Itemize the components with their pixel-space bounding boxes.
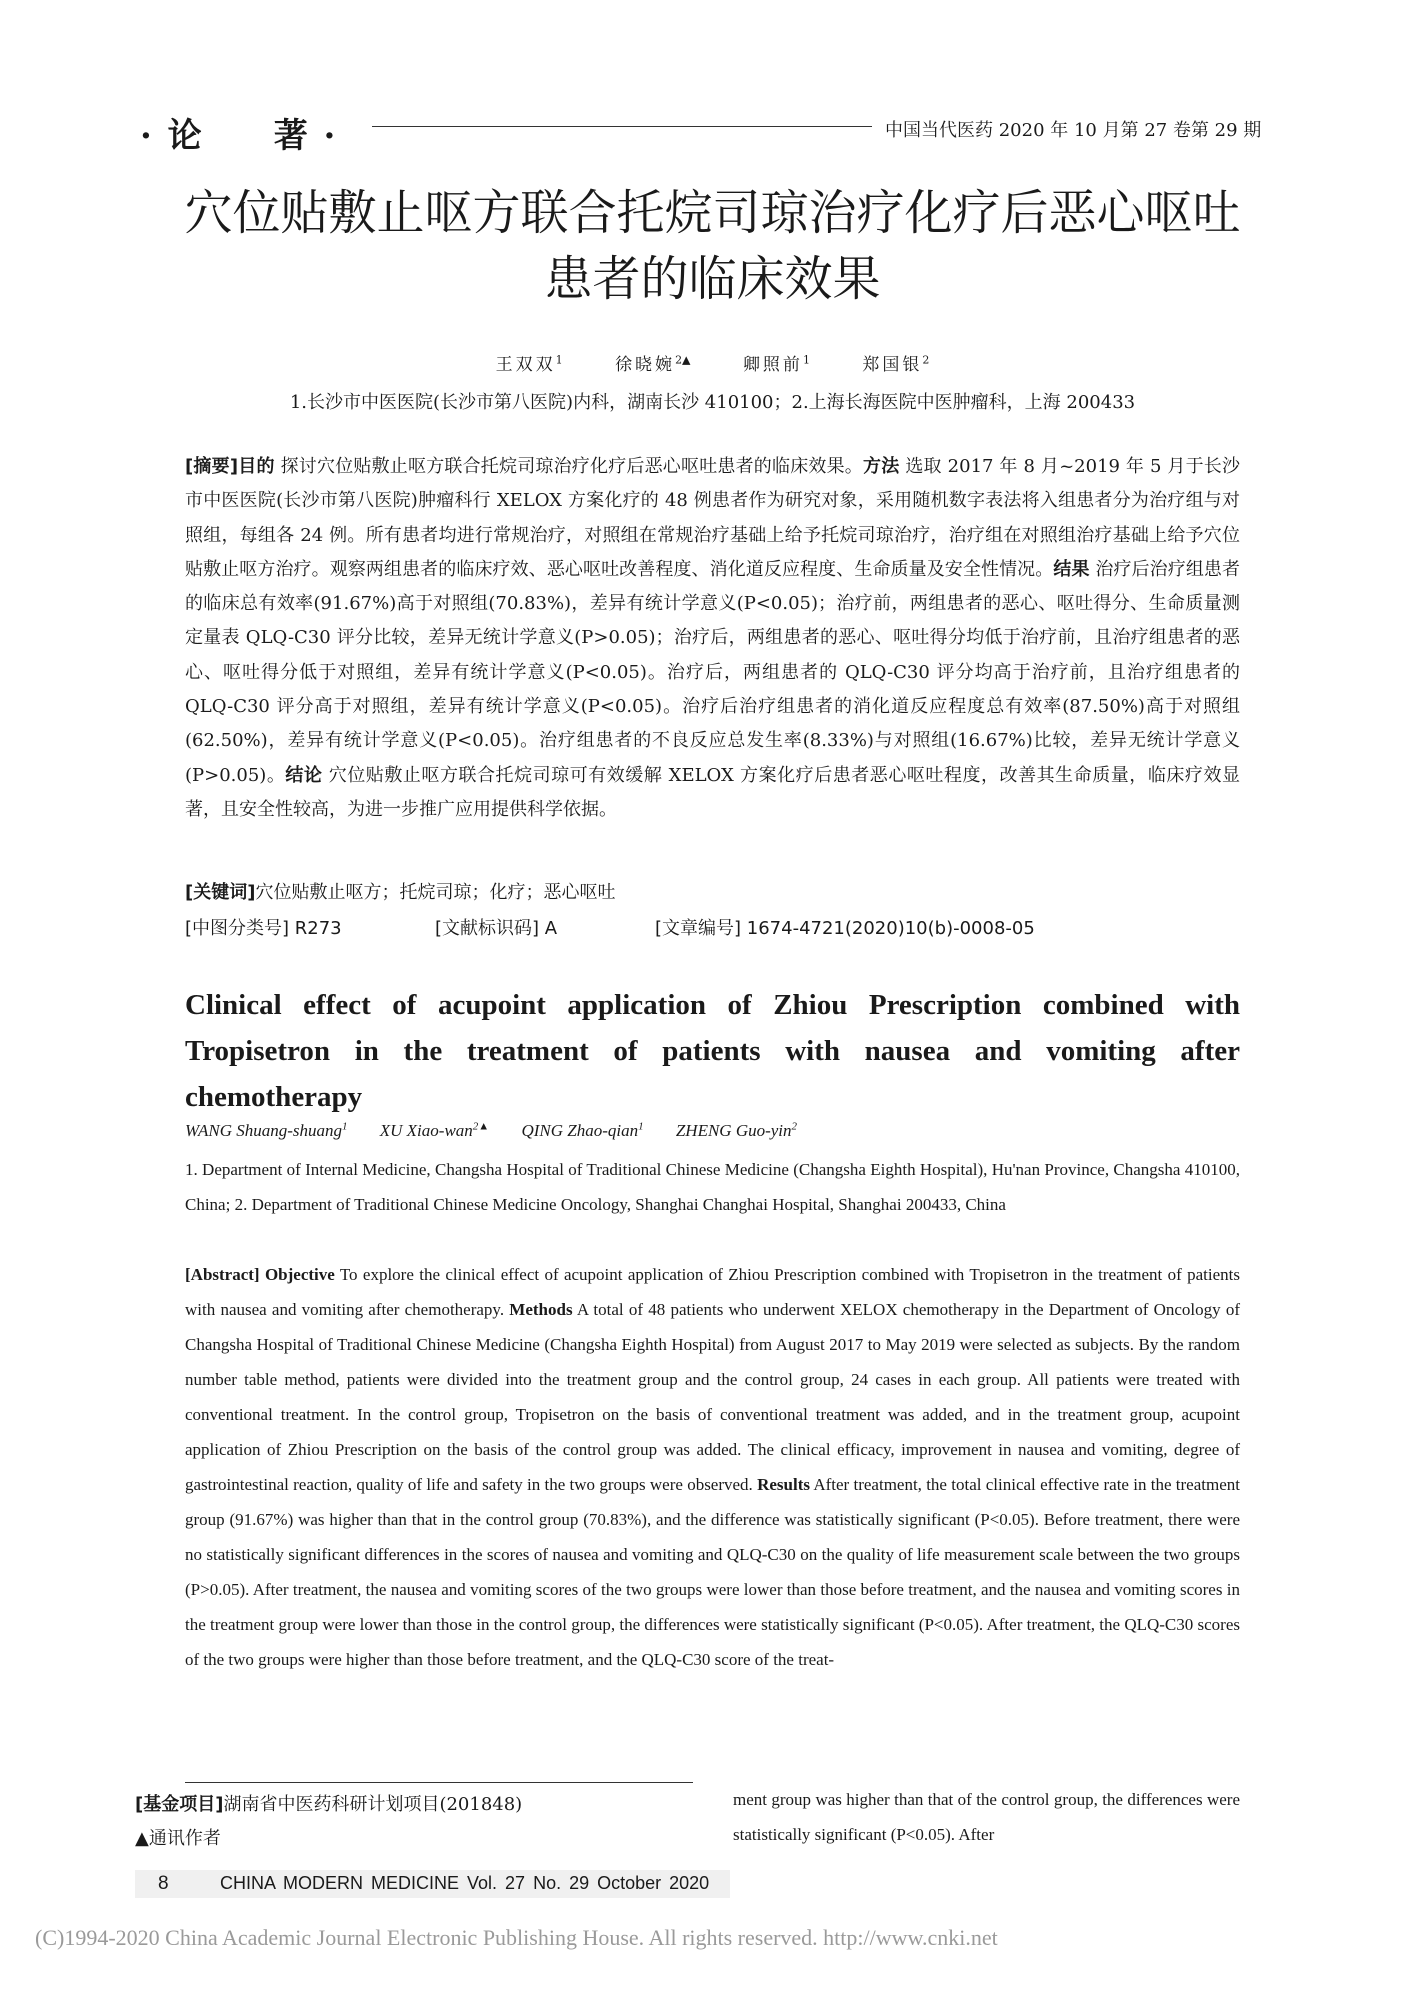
title-en: Clinical effect of acupoint application of Zhiou Prescription combined with Tropisetron in the treatment of patients with nausea and vomiting after chemotherapy xyxy=(185,989,1240,1113)
keywords-text: 穴位贴敷止呕方；托烷司琼；化疗；恶心呕吐 xyxy=(255,882,616,903)
objective-label-cn: 目的 xyxy=(238,456,275,477)
author-cn: 王双双$^1$ xyxy=(495,353,563,375)
abstract-en-continuation: ment group was higher than that of the control group, the differences were statistically significant (P<0.05). After xyxy=(733,1790,1240,1844)
affiliations-cn: 1.长沙市中医医院(长沙市第八医院)内科，湖南长沙 410100；2.上海长海医院中医肿瘤科，上海 200433 xyxy=(289,392,1136,413)
abstract-cn-label: [摘要] xyxy=(185,456,239,477)
conclusion-label-cn: 结论 xyxy=(285,764,323,786)
classification-row xyxy=(185,914,1240,940)
objective-text-en: To explore the clinical effect of acupoint application of Zhiou Prescription combined with Tropisetron in the treatment of patients with nausea and vomiting after chemotherapy. xyxy=(185,1265,1241,1319)
results-text-cn: 治疗后治疗组患者的临床总有效率(91.67%)高于对照组(70.83%)，差异有统计学意义(P<0.05)；治疗前，两组患者的恶心、呕吐得分、生命质量测定量表 QLQ-C30 评分比较，差异无统计学意义(P>0.05)；治疗后，两组患者的恶心、呕吐得分均低于治疗前，且治疗组患者的恶心、呕吐得分低于对照组，差异有统计学意义(P<0.05)。治疗后，两组患者的 QLQ-C30 评分均高于治疗前，且治疗组患者的 QLQ-C30 评分高于对照组，差异有统计学意义(P<0.05)。治疗后治疗组患者的消化道反应程度总有效率(87.50%)高于对照组(62.50%)，差异有统计学意义(P<0.05)。治疗组患者的不良反应总发生率(8.33%)与对照组(16.67%)比较，差异无统计学意义(P>0.05)。 xyxy=(185,558,1240,786)
title-cn xyxy=(100,180,1325,312)
author-en: ZHENG Guo-yin$^2$ xyxy=(675,1120,798,1140)
section-label: · 论 著 · xyxy=(140,116,338,156)
abstract-cn xyxy=(185,450,1240,827)
copyright-watermark: (C)1994-2020 China Academic Journal Electronic Publishing House. All rights reserved. http://www.cnki.net xyxy=(35,1925,998,1950)
results-label-cn: 结果 xyxy=(1053,558,1090,580)
author-en: QING Zhao-qian$^1$ xyxy=(521,1120,644,1140)
keywords-label: [关键词] xyxy=(185,882,256,903)
methods-label-en: Methods xyxy=(509,1300,573,1319)
results-label-en: Results xyxy=(757,1475,810,1494)
corresponding-author-note: ▲通讯作者 xyxy=(135,1828,221,1849)
journal-info: 中国当代医药 2020 年 10 月第 27 卷第 29 期 xyxy=(885,120,1262,141)
clc-code: [中图分类号] R273 xyxy=(185,918,342,939)
results-text-en: After treatment, the total clinical effective rate in the treatment group (91.67%) was higher than that in the control group (70.83%), and the difference was statistically significant (P<0.05). Before treatment, there were no statistically significant differences in the scores of nausea and vomiting and QLQ-C30 on the quality of life measurement scale between the two groups (P>0.05). After treatment, the nausea and vomiting scores of the two groups were lower than those before treatment, and the nausea and vomiting scores in the treatment group were lower than those in the control group, the differences were statistically significant (P<0.05). After treatment, the QLQ-C30 scores of the two groups were higher than those before treatment, and the QLQ-C30 score of the treat- xyxy=(185,1475,1240,1669)
authors-en xyxy=(185,1120,825,1141)
author-en: WANG Shuang-shuang$^1$ xyxy=(185,1120,348,1140)
author-cn: 徐晓婉$^{2▲}$ xyxy=(615,353,691,375)
page-number: 8 xyxy=(158,1873,169,1894)
footnote-rule xyxy=(185,1782,693,1783)
author-en: XU Xiao-wan$^{2▲}$ xyxy=(379,1120,490,1140)
objective-label-en: Objective xyxy=(264,1265,335,1284)
abstract-en-label: [Abstract] xyxy=(185,1265,260,1284)
title-cn-line2: 患者的临床效果 xyxy=(544,251,881,307)
objective-text-cn: 探讨穴位贴敷止呕方联合托烷司琼治疗化疗后恶心呕吐患者的临床效果。 xyxy=(274,456,864,477)
title-cn-line1: 穴位贴敷止呕方联合托烷司琼治疗化疗后恶心呕吐 xyxy=(184,185,1241,241)
abstract-en xyxy=(185,1257,1240,1677)
article-number: [文章编号] 1674-4721(2020)10(b)-0008-05 xyxy=(655,918,1035,939)
fund-note: [基金项目]湖南省中医药科研计划项目(201848) xyxy=(135,1794,523,1815)
footer-journal: CHINA MODERN MEDICINE Vol. 27 No. 29 October 2020 xyxy=(220,1873,710,1893)
methods-text-cn: 选取 2017 年 8 月~2019 年 5 月于长沙市中医医院(长沙市第八医院)肿瘤科行 XELOX 方案化疗的 48 例患者作为研究对象，采用随机数字表法将入组患者分为治疗组与对照组，每组各 24 例。所有患者均进行常规治疗，对照组在常规治疗基础上给予托烷司琼治疗，治疗组在对照组治疗基础上给予穴位贴敷止呕方治疗。观察两组患者的临床疗效、恶心呕吐改善程度、消化道反应程度、生命质量及安全性情况。 xyxy=(185,456,1241,580)
affiliations-en: 1. Department of Internal Medicine, Changsha Hospital of Traditional Chinese Medicine (Changsha Eighth Hospital), Hu'nan Province, Changsha 410100, China; 2. Department of Traditional Chinese Medicine Oncology, Shanghai Changhai Hospital, Shanghai 200433, China xyxy=(185,1160,1240,1214)
author-cn: 卿照前$^1$ xyxy=(742,353,810,375)
conclusion-text-cn: 穴位贴敷止呕方联合托烷司琼可有效缓解 XELOX 方案化疗后患者恶心呕吐程度，改善其生命质量，临床疗效显著，且安全性较高，为进一步推广应用提供科学依据。 xyxy=(185,764,1240,820)
doc-code: [文献标识码] A xyxy=(435,918,558,939)
author-cn: 郑国银$^2$ xyxy=(862,353,930,375)
authors-cn xyxy=(0,350,1425,375)
keywords-cn xyxy=(185,878,615,904)
methods-text-en: A total of 48 patients who underwent XELOX chemotherapy in the Department of Oncology of Changsha Hospital of Traditional Chinese Medicine (Changsha Eighth Hospital) from August 2017 to May 2019 were selected as subjects. By the random number table method, patients were divided into the treatment group and the control group, 24 cases in each group. All patients were treated with conventional treatment. In the control group, Tropisetron on the basis of conventional treatment was added, and in the treatment group, acupoint application of Zhiou Prescription on the basis of the control group was added. The clinical efficacy, improvement in nausea and vomiting, degree of gastrointestinal reaction, quality of life and safety in the two groups were observed. xyxy=(185,1300,1240,1494)
methods-label-cn: 方法 xyxy=(863,456,900,477)
header-rule xyxy=(372,126,872,127)
